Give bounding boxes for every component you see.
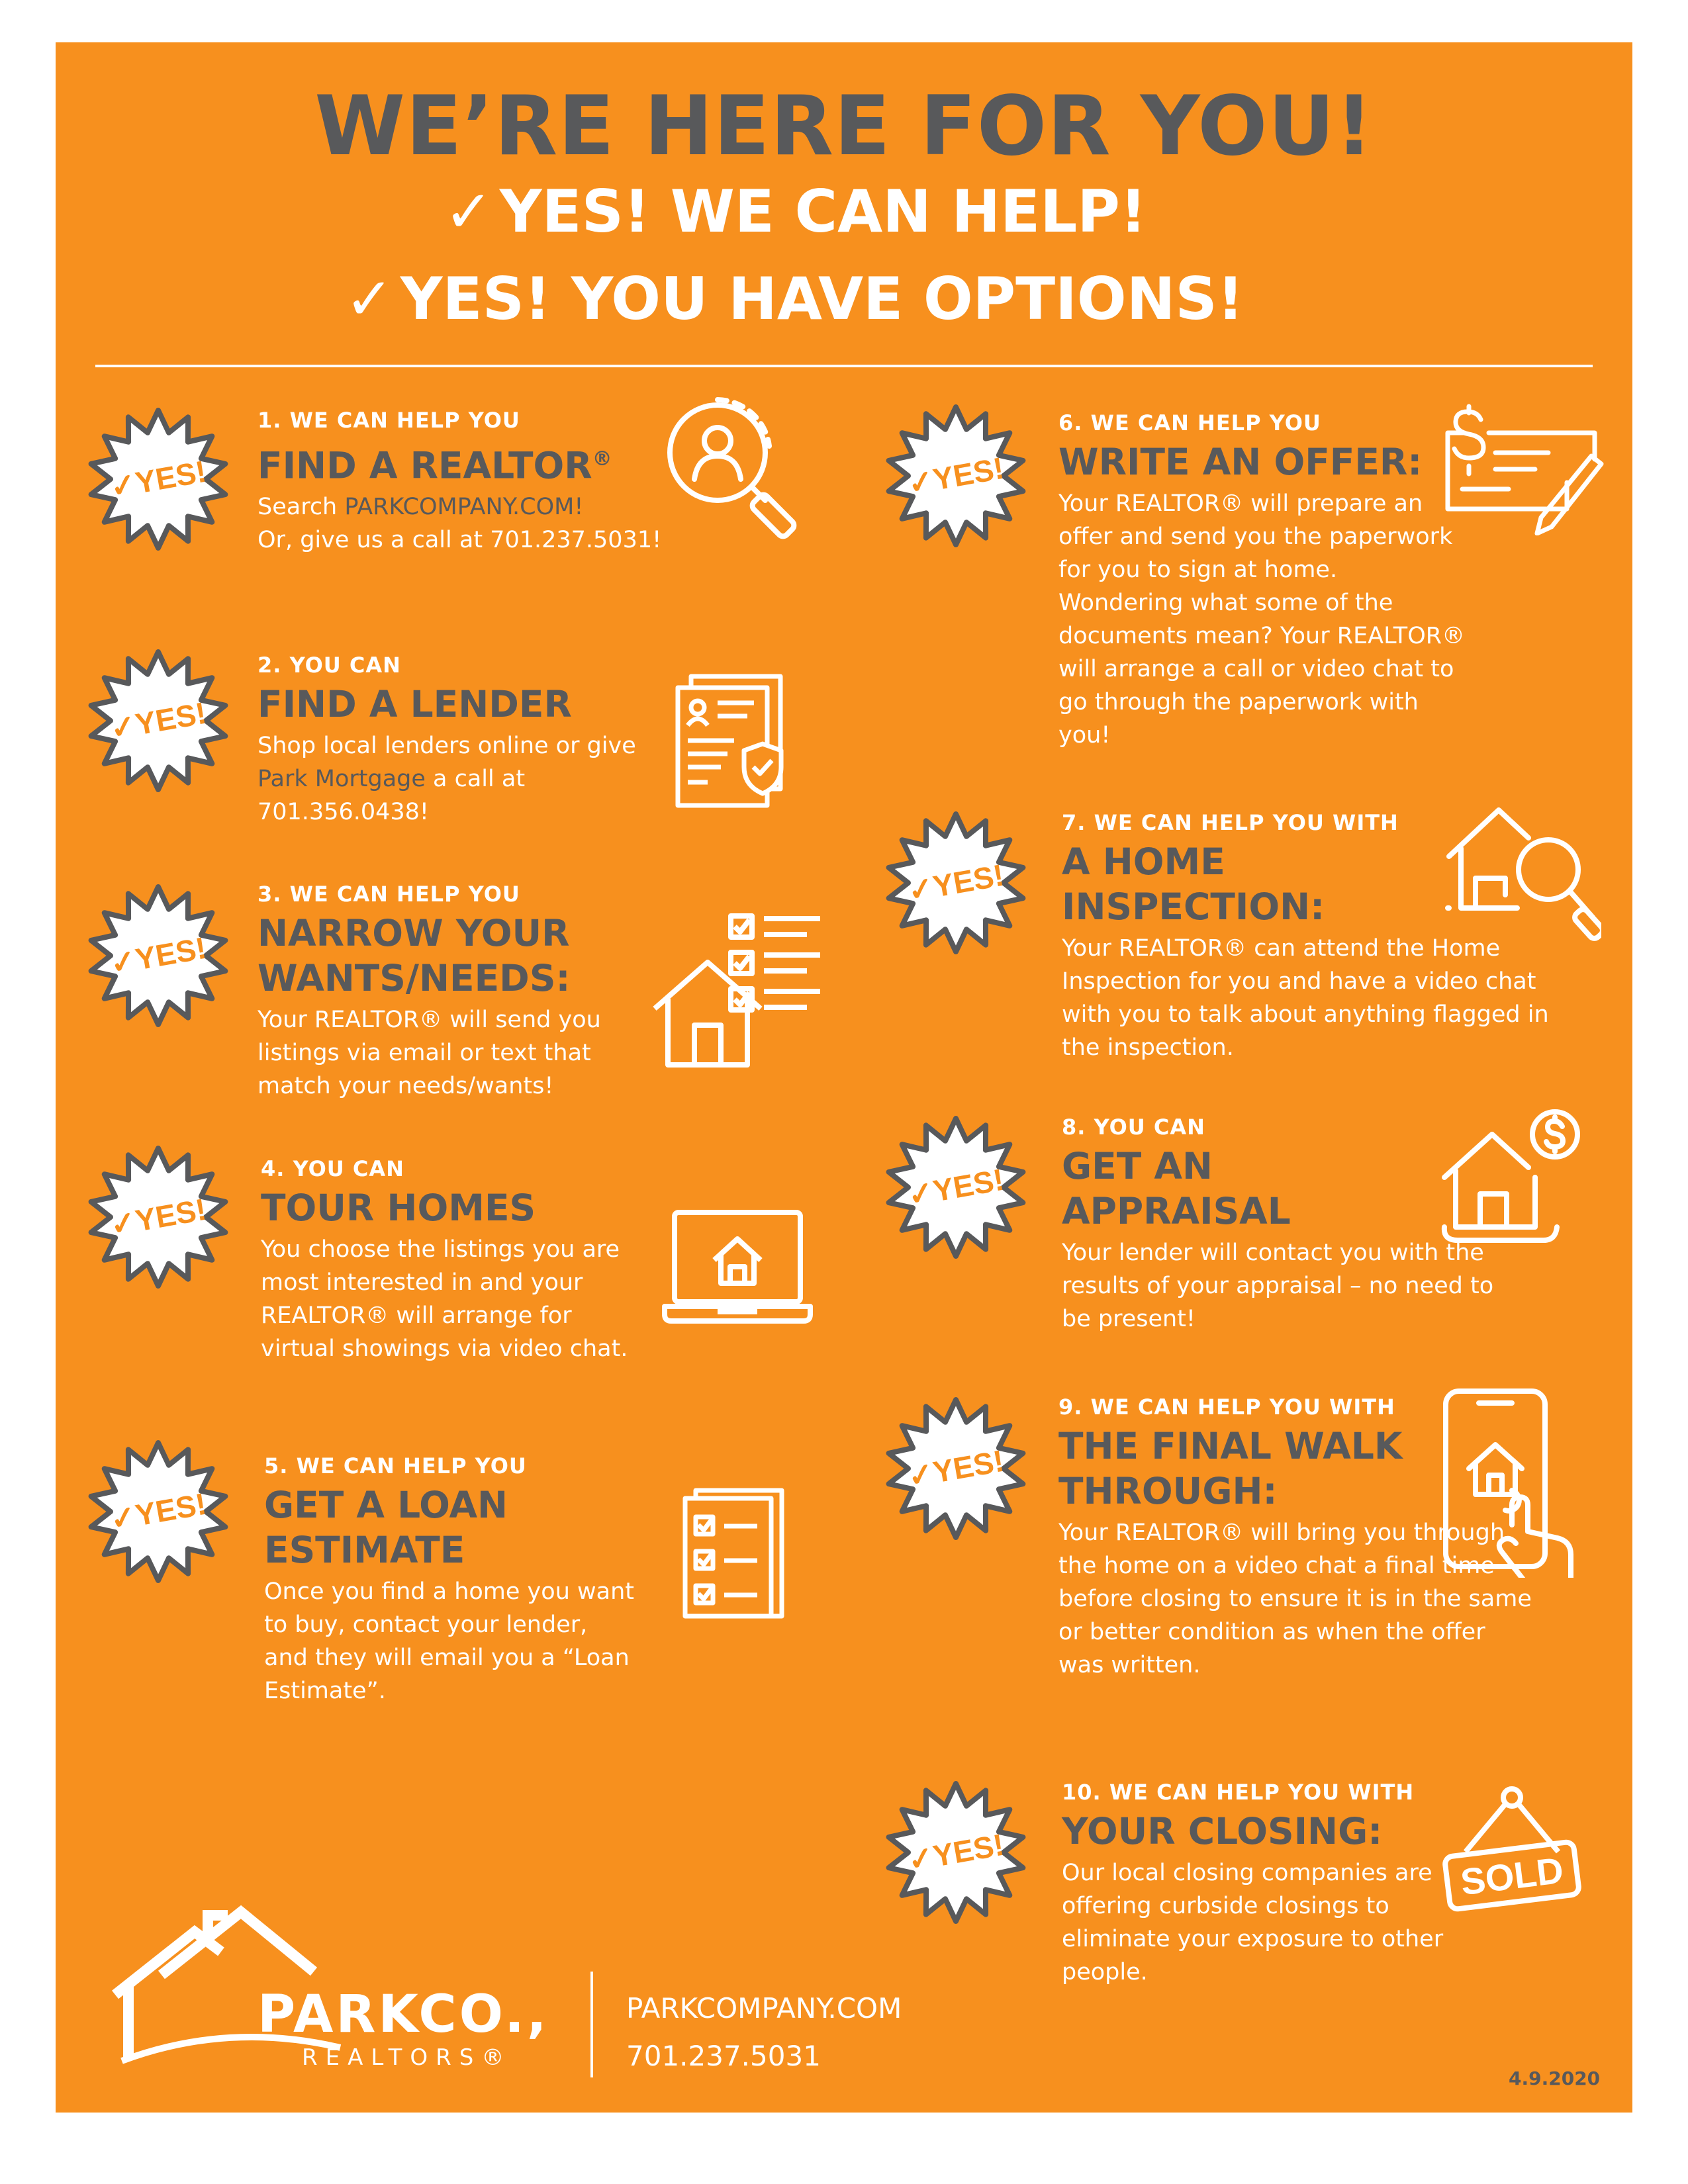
sold-label: SOLD xyxy=(1458,1848,1566,1903)
yes-badge-text: ✓YES! xyxy=(905,450,1007,502)
house-dollar-icon xyxy=(1439,1108,1585,1250)
laptop-house-icon xyxy=(661,1207,814,1326)
item-number: 3. WE CAN HELP YOU xyxy=(258,882,520,907)
checkmark-icon: ✓ xyxy=(444,177,493,246)
sold-sign-icon xyxy=(1439,1783,1585,1915)
document-shield-icon xyxy=(671,671,790,810)
footer-phone: 701.237.5031 xyxy=(626,2040,821,2072)
yes-badge xyxy=(883,1780,1029,1925)
item-title: THE FINAL WALK THROUGH: xyxy=(1058,1425,1403,1512)
yes-badge-text: ✓YES! xyxy=(107,1486,209,1537)
footer-website-link[interactable]: PARKCOMPANY.COM xyxy=(626,1992,902,2025)
item-tour-homes xyxy=(261,1156,658,1365)
divider xyxy=(95,365,1593,367)
check-pen-icon xyxy=(1442,393,1608,535)
item-closing xyxy=(1062,1780,1459,1989)
item-body: Your REALTOR® can attend the Home Inspection for you and have a video chat with you to talk about anything flagged in the inspection. xyxy=(1062,935,1549,1061)
page-title: WE’RE HERE FOR YOU! xyxy=(314,79,1374,174)
item-title: FIND A REALTOR® xyxy=(258,444,612,487)
checklist-document-icon xyxy=(681,1485,787,1621)
item-title: NARROW YOUR WANTS/NEEDS: xyxy=(258,912,571,999)
subtitle-options: ✓ YES! YOU HAVE OPTIONS! xyxy=(345,265,1244,333)
yes-badge xyxy=(85,1144,231,1290)
item-number: 10. WE CAN HELP YOU WITH xyxy=(1062,1780,1415,1805)
item-number: 9. WE CAN HELP YOU WITH xyxy=(1058,1394,1395,1420)
item-body: Your REALTOR® will bring you through the home on a video chat a final time before closing to ensure it is in the same or better condition as when the offer was written. xyxy=(1058,1520,1532,1678)
item-title: WRITE AN OFFER: xyxy=(1058,441,1423,483)
item-loan-estimate xyxy=(264,1453,661,1707)
yes-badge-text: ✓YES! xyxy=(107,695,209,747)
issue-date: 4.9.2020 xyxy=(1509,2068,1601,2089)
item-number: 6. WE CAN HELP YOU xyxy=(1058,410,1321,435)
park-mortgage-link[interactable]: Park Mortgage xyxy=(258,766,426,792)
yes-badge-text: ✓YES! xyxy=(107,1191,209,1243)
footer-divider xyxy=(590,1972,593,2077)
yes-badge-text: ✓YES! xyxy=(905,1161,1007,1213)
yes-badge-text: ✓YES! xyxy=(107,453,209,505)
item-body: Your REALTOR® will prepare an offer and send you the paperwork for you to sign at home. Wondering what some of the documents mean? Your REALTOR® will arrange a call or video chat to go through the paperwork with you! xyxy=(1058,490,1466,749)
yes-badge xyxy=(85,1439,231,1584)
item-title: FIND A LENDER xyxy=(258,683,572,725)
brand-name: PARKCO., xyxy=(258,1985,549,2044)
item-body: Once you find a home you want to buy, contact your lender, and they will email you a “Loan Estimate”. xyxy=(264,1578,634,1704)
item-title: YOUR CLOSING: xyxy=(1062,1810,1383,1852)
item-title: GET AN APPRAISAL xyxy=(1062,1145,1291,1232)
yes-badge xyxy=(85,883,231,1028)
item-narrow-wants xyxy=(258,882,708,1103)
item-body: You choose the listings you are most interested in and your REALTOR® will arrange for virtual showings via video chat. xyxy=(261,1236,628,1362)
yes-badge xyxy=(883,1396,1029,1541)
item-number: 8. YOU CAN xyxy=(1062,1115,1205,1140)
item-number: 7. WE CAN HELP YOU WITH xyxy=(1062,810,1399,835)
item-body: Search PARKCOMPANY.COM! Or, give us a call at 701.237.5031! xyxy=(258,494,662,554)
item-number: 4. YOU CAN xyxy=(261,1156,404,1181)
item-body: Your lender will contact you with the results of your appraisal – no need to be present! xyxy=(1062,1240,1494,1332)
yes-badge-text: ✓YES! xyxy=(107,930,209,981)
yes-badge xyxy=(883,810,1029,956)
yes-badge-text: ✓YES! xyxy=(905,1443,1007,1494)
yes-badge xyxy=(85,648,231,794)
brand-subtitle: REALTORS® xyxy=(302,2044,512,2071)
item-title: GET A LOAN ESTIMATE xyxy=(264,1484,508,1571)
yes-badge-text: ✓YES! xyxy=(905,1827,1007,1878)
house-magnifier-icon xyxy=(1442,797,1601,946)
item-number: 5. WE CAN HELP YOU xyxy=(264,1453,527,1479)
yes-badge xyxy=(883,403,1029,549)
yes-badge xyxy=(883,1115,1029,1260)
flyer xyxy=(56,42,1632,2113)
item-body: Our local closing companies are offering curbside closings to eliminate your exposure to other people. xyxy=(1062,1860,1444,1985)
checkmark-icon: ✓ xyxy=(345,265,394,333)
footer-contact xyxy=(626,1985,902,2080)
magnifier-person-icon xyxy=(658,393,810,545)
item-body: Shop local lenders online or give Park Mortgage a call at 701.356.0438! xyxy=(258,733,636,825)
item-title: A HOME INSPECTION: xyxy=(1062,841,1325,928)
subtitle-can-help: ✓ YES! WE CAN HELP! xyxy=(444,177,1147,246)
item-body: Your REALTOR® will send you listings via email or text that match your needs/wants! xyxy=(258,1007,601,1099)
yes-badge xyxy=(85,406,231,552)
phone-house-hand-icon xyxy=(1439,1386,1591,1578)
item-write-offer xyxy=(1058,410,1469,752)
item-number: 1. WE CAN HELP YOU xyxy=(258,408,520,433)
item-number: 2. YOU CAN xyxy=(258,653,401,678)
yes-badge-text: ✓YES! xyxy=(905,857,1007,909)
house-checklist-icon xyxy=(648,909,827,1068)
item-title: TOUR HOMES xyxy=(261,1187,536,1229)
website-link[interactable]: PARKCOMPANY.COM! xyxy=(344,494,584,521)
